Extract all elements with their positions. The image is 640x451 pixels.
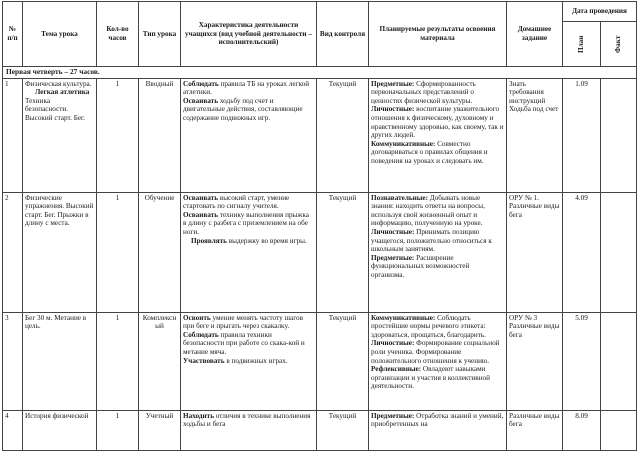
row-num: 1 [3,78,23,192]
result-item: Предметные: Отработка знаний и умений, приобретенных на [371,411,504,429]
row-topic: История физической [23,410,97,450]
row-results [369,192,507,312]
header-plan [563,22,601,67]
activity-item: Участвовать в подвижных играх. [183,356,288,365]
row-activity [181,192,317,312]
header-control: Вид контроля [317,2,369,67]
header-fact-label: Факт [614,35,623,53]
row-type: Обучение [139,192,181,312]
row-type: Комплексный [139,312,181,410]
row-plan-date: 8.09 [563,410,601,450]
row-activity [181,410,317,450]
row-results [369,78,507,192]
lesson-plan-table [2,1,637,451]
row-control: Текущий [317,78,369,192]
result-item: Предметные: Расширение функциональных возможностей организма. [371,253,470,279]
table-row [3,410,637,450]
header-date: Дата проведения [563,2,637,22]
activity-item: Соблюдать правила ТБ на уроках легкой атлетики. [183,79,310,97]
header-hours: Кол-во часов [97,2,139,67]
header-homework: Домашнее задание [507,2,563,67]
row-plan-date: 1.09 [563,78,601,192]
result-item: Личностные: Принимать позицию учащегося, положительно относиться к школьным занятиям. [371,227,492,254]
header-num: № п/п [3,2,23,67]
row-topic: Бег 30 м. Метание в цель. [23,312,97,410]
result-item: Коммуникативные: Совместно договариваться о правилах общения и поведения на уроках и следовать им. [371,139,488,165]
activity-item: Осваивать технику выполнения прыжка в длину с разбега с приземлением на обе ноги. [183,210,309,236]
topic-text: Техника безопасности. Высокий старт. Бег. [25,96,85,122]
table-row [3,312,637,410]
row-control: Текущий [317,192,369,312]
header-activity: Характеристика деятельности учащихся (вид учебной деятельности – исполнительский) [181,2,317,67]
header-topic: Тема урока [23,2,97,67]
row-results [369,312,507,410]
row-fact-date [601,192,637,312]
row-results [369,410,507,450]
result-item: Рефлексивные: Овладеют навыками организации и участия в коллективной деятельности. [371,365,490,391]
result-item: Личностные: Формирование социальной роли ученика. Формирование положительного отношения к учению. [371,339,500,365]
header-fact [601,22,637,67]
result-item: Предметные: Сформированность первоначальных представлений о ценностях физической культуры. [371,79,476,105]
row-hours: 1 [97,78,139,192]
activity-item: Освоить умение менять частоту шагов при беге и прыгать через скакалку. [183,313,303,331]
quarter-heading: Первая четверть – 27 часов. [3,67,637,79]
row-fact-date [601,78,637,192]
row-type: Учетный [139,410,181,450]
row-plan-date: 4.09 [563,192,601,312]
header-type: Тип урока [139,2,181,67]
row-num: 2 [3,192,23,312]
row-hours: 1 [97,410,139,450]
lesson-plan-document [2,1,637,451]
activity-item: Осваивать ходьбу под счет и двигательные действия, составляющие содержание подвижных игр. [183,96,303,122]
topic-text: Физическая культура. [25,79,92,88]
row-homework: ОРУ № 3 Различные виды бега [507,312,563,410]
activity-item: Соблюдать правила техники безопасности при работе со скака-кой и метание мяча. [183,330,305,356]
row-fact-date [601,312,637,410]
row-hours: 1 [97,192,139,312]
header-results: Планируемые результаты освоения материала [369,2,507,67]
topic-section: Легкая атлетика [35,88,90,97]
activity-item: Проявлять выдержку во время игры. [191,236,307,245]
row-plan-date: 5.09 [563,312,601,410]
result-item: Познавательные: Добывать новые знания: находить ответы на вопросы, используя свой жизненный опыт и информацию, полученную на уроке. [371,193,485,228]
row-num: 3 [3,312,23,410]
row-num: 4 [3,410,23,450]
table-row [3,78,637,192]
header-plan-label: План [577,35,586,53]
row-topic: Физические упражнения. Высокий старт. Бег. Прыжки в длину с места. [23,192,97,312]
row-activity [181,312,317,410]
row-type: Вводный [139,78,181,192]
row-homework: Знать требования инструкций Ходьба под счет [507,78,563,192]
row-control: Текущий [317,312,369,410]
activity-item: Осваивать высокий старт, умение стартовать по сигналу учителя. [183,193,290,211]
result-item: Личностные: воспитание уважительного отношения к физическому, духовному и нравственному здоровью, как своему, так и других людей. [371,105,504,140]
row-fact-date [601,410,637,450]
row-topic [23,78,97,192]
row-homework: ОРУ № 1. Различные виды бега [507,192,563,312]
activity-item: Находить отличия в технике выполнения ходьбы и бега [183,411,311,429]
row-control: Текущий [317,410,369,450]
row-homework: Различные виды бега [507,410,563,450]
row-activity [181,78,317,192]
table-row [3,192,637,312]
result-item: Коммуникативные: Соблюдать простейшие нормы речевого этикета: здороваться, прощаться, благодарить. [371,313,486,339]
row-hours: 1 [97,312,139,410]
